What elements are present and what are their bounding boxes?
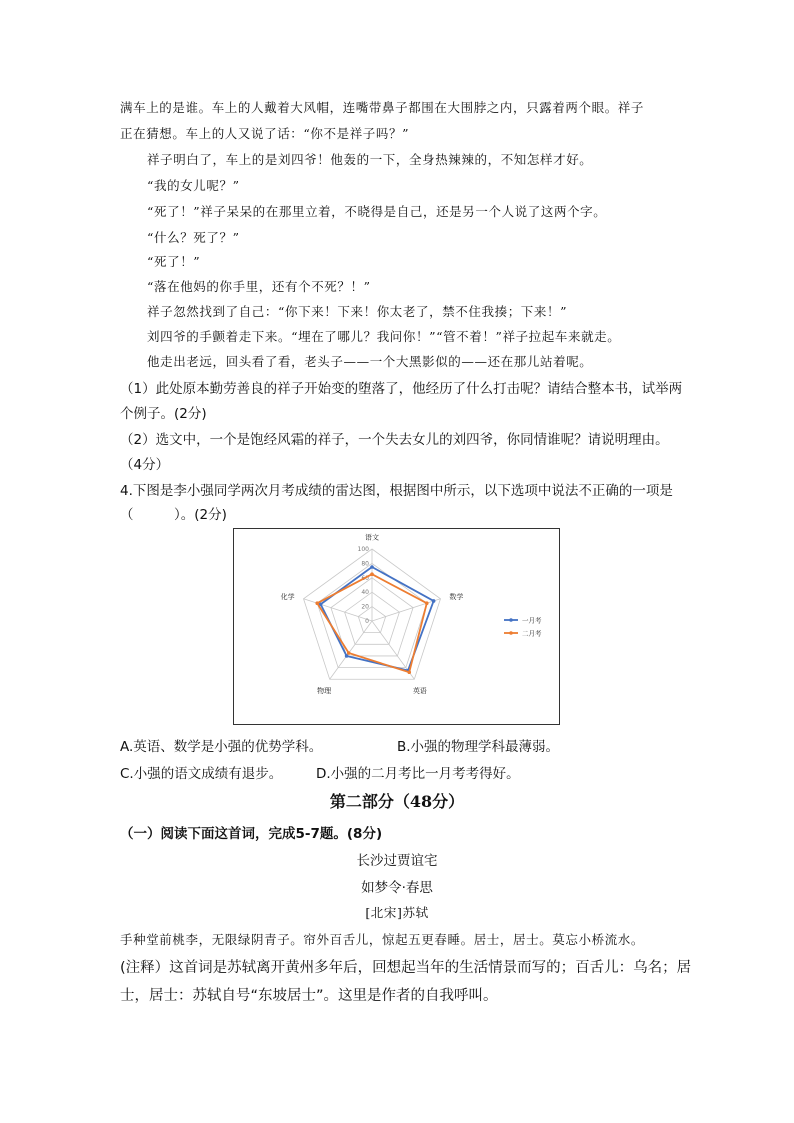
poem-body: 手种堂前桃李，无限绿阴青子。帘外百舌儿，惊起五更春睡。居士，居士。莫忘小桥流水。 bbox=[120, 932, 645, 947]
option-d: D.小强的二月考比一月考考得好。 bbox=[316, 766, 520, 782]
story-line: 满车上的是谁。车上的人戴着大风帽，连嘴带鼻子都围在大围脖之内，只露着两个眼。祥子 bbox=[120, 100, 645, 115]
story-line: “死了！”祥子呆呆的在那里立着，不晓得是自己，还是另一个人说了这两个字。 bbox=[147, 204, 607, 219]
legend-label: 一月考 bbox=[522, 616, 542, 625]
story-line: 正在猜想。车上的人又说了话：“你不是祥子吗？” bbox=[120, 126, 410, 141]
poem-subtitle: 如梦令·春思 bbox=[361, 880, 433, 896]
legend-marker bbox=[509, 618, 513, 622]
radar-chart-svg bbox=[234, 529, 559, 724]
question-1-line: 个例子。(2分) bbox=[120, 406, 207, 422]
section-heading: （一）阅读下面这首词，完成5-7题。(8分) bbox=[120, 826, 383, 842]
radar-chart bbox=[233, 528, 560, 725]
part-title: 第二部分（48分） bbox=[329, 792, 465, 811]
story-line: 他走出老远，回头看了看，老头子——一个大黑影似的——还在那儿站着呢。 bbox=[147, 354, 593, 369]
radar-data-point bbox=[315, 601, 319, 605]
question-2-line: （2）选文中，一个是饱经风霜的祥子，一个失去女儿的刘四爷，你同情谁呢？请说明理由。 bbox=[120, 432, 669, 448]
story-line: “死了！” bbox=[147, 254, 201, 269]
radar-tick-label: 80 bbox=[361, 560, 369, 568]
story-line: “落在他妈的你手里，还有个不死？！” bbox=[147, 279, 371, 294]
radar-tick-label: 100 bbox=[357, 546, 369, 553]
poem-author: [北宋]苏轼 bbox=[365, 905, 429, 920]
question-4-line: 4.下图是李小强同学两次月考成绩的雷达图，根据图中所示，以下选项中说法不正确的一项是 bbox=[120, 483, 673, 499]
legend-marker bbox=[509, 631, 513, 635]
radar-data-point bbox=[425, 601, 429, 605]
poem-title: 长沙过贾谊宅 bbox=[356, 853, 438, 869]
story-line: “我的女儿呢？” bbox=[147, 178, 240, 193]
story-line: 祥子明白了，车上的是刘四爷！他轰的一下，全身热辣辣的，不知怎样才好。 bbox=[147, 152, 593, 167]
radar-data-point bbox=[345, 654, 349, 658]
radar-axis-label: 化学 bbox=[280, 592, 295, 601]
radar-tick-label: 60 bbox=[361, 574, 369, 582]
radar-axis-label: 数学 bbox=[449, 592, 464, 601]
radar-tick-label: 0 bbox=[365, 618, 369, 625]
story-line: 刘四爷的手颤着走下来。“埋在了哪儿？我问你！”“管不着！”祥子拉起车来就走。 bbox=[147, 329, 621, 344]
poem-note: 士，居士：苏轼自号“东坡居士”。这里是作者的自我呼叫。 bbox=[120, 988, 498, 1004]
radar-data-point bbox=[370, 565, 374, 569]
option-b: B.小强的物理学科最薄弱。 bbox=[397, 739, 560, 755]
radar-tick-label: 40 bbox=[361, 589, 369, 597]
option-a: A.英语、数学是小强的优势学科。 bbox=[120, 739, 323, 755]
option-c: C.小强的语文成绩有退步。 bbox=[120, 766, 283, 782]
legend-label: 二月考 bbox=[522, 629, 542, 638]
question-1-line: （1）此处原本勤劳善良的祥子开始变的堕落了，他经历了什么打击呢？请结合整本书，试举两 bbox=[120, 381, 683, 397]
story-line: “什么？死了？” bbox=[147, 230, 240, 245]
radar-spoke bbox=[330, 621, 372, 679]
radar-axis-label: 物理 bbox=[317, 686, 332, 695]
poem-note: (注释）这首词是苏轼离开黄州多年后，回想起当年的生活情景而写的；百舌儿：乌名；居 bbox=[120, 960, 692, 976]
radar-data-point bbox=[347, 651, 351, 655]
radar-axis-label: 语文 bbox=[365, 533, 379, 542]
radar-data-point bbox=[407, 670, 411, 674]
story-line: 祥子忽然找到了自己：“你下来！下来！你太老了，禁不住我揍；下来！” bbox=[147, 304, 568, 319]
radar-tick-label: 20 bbox=[361, 603, 369, 611]
radar-data-point bbox=[432, 599, 436, 603]
radar-series-line bbox=[321, 567, 434, 671]
radar-axis-label: 英语 bbox=[412, 686, 427, 695]
question-2-line: （4分） bbox=[120, 457, 170, 473]
question-4-line: （ ）。(2分) bbox=[120, 507, 227, 523]
radar-data-point bbox=[370, 572, 374, 576]
